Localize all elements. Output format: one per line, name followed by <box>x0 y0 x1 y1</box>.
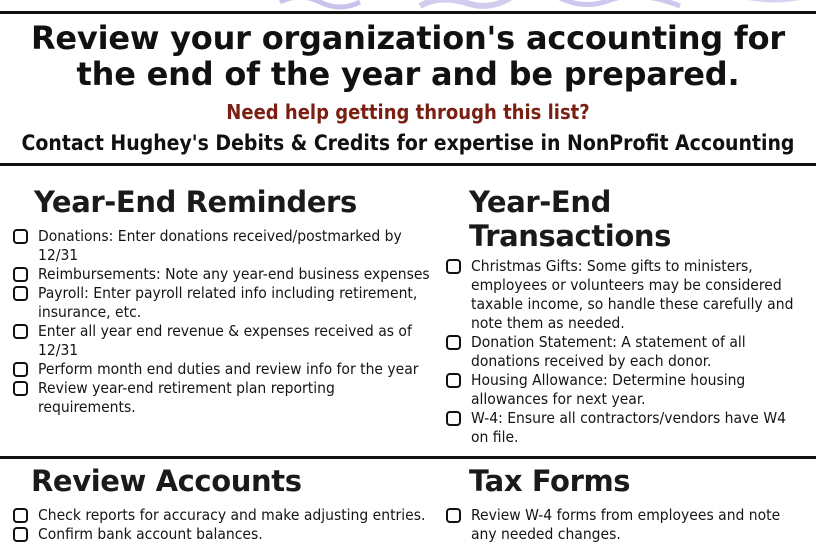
checkbox[interactable] <box>446 508 461 523</box>
checklist <box>12 506 430 544</box>
checkbox[interactable] <box>13 381 28 396</box>
tax-forms-section <box>445 464 805 544</box>
section-title: Year-End Transactions <box>469 185 671 253</box>
checklist-item <box>12 360 430 379</box>
checklist-item-text: Christmas Gifts: Some gifts to ministers, employees or volunteers may be considered taxable income, so handle these carefully and note them as needed. <box>471 257 794 332</box>
checklist-item <box>12 322 430 360</box>
checkbox[interactable] <box>446 373 461 388</box>
checklist-item-text: W-4: Ensure all contractors/vendors have W4 on file. <box>471 409 786 446</box>
checklist-item <box>445 333 805 371</box>
checkbox[interactable] <box>13 527 28 542</box>
checklist-item <box>445 409 805 447</box>
year-end-reminders-section <box>12 185 430 417</box>
checklist-item <box>12 506 430 525</box>
checklist-item-text: Housing Allowance: Determine housing allowances for next year. <box>471 371 746 408</box>
checklist-item-text: Review year-end retirement plan reporting requirements. <box>38 379 335 416</box>
page-title: Review your organization's accounting for the end of the year and be prepared. <box>30 19 786 93</box>
top-divider <box>0 11 816 14</box>
checkbox[interactable] <box>13 324 28 339</box>
checkbox[interactable] <box>13 362 28 377</box>
checklist-item-text: Review W-4 forms from employees and note any needed changes. <box>471 506 781 543</box>
checklist-item-text: Donation Statement: A statement of all donations received by each donor. <box>471 333 746 370</box>
header <box>0 20 816 156</box>
checkbox[interactable] <box>13 286 28 301</box>
checklist-item <box>12 525 430 544</box>
swirl-stroke-2 <box>420 0 510 6</box>
checklist-item-text: Perform month end duties and review info for the year <box>38 360 419 378</box>
checklist-item <box>12 284 430 322</box>
checklist-item <box>12 227 430 265</box>
checklist-item-text: Payroll: Enter payroll related info including retirement, insurance, etc. <box>38 284 418 321</box>
checkbox[interactable] <box>13 508 28 523</box>
checklist <box>445 506 805 544</box>
section-title: Review Accounts <box>31 464 302 498</box>
header-divider <box>0 163 816 166</box>
checkbox[interactable] <box>446 335 461 350</box>
section-title: Year-End Reminders <box>34 185 357 219</box>
year-end-transactions-section <box>445 185 805 447</box>
checkbox[interactable] <box>446 411 461 426</box>
swirl-stroke-4 <box>740 0 800 1</box>
checklist-item-text: Enter all year end revenue & expenses received as of 12/31 <box>38 322 412 359</box>
checklist-item-text: Check reports for accuracy and make adjusting entries. <box>38 506 426 524</box>
checkbox[interactable] <box>446 259 461 274</box>
section-title: Tax Forms <box>469 464 631 498</box>
checklist-item <box>445 506 805 544</box>
swirl-stroke-1 <box>280 0 360 7</box>
checkbox[interactable] <box>13 267 28 282</box>
checklist-item <box>445 371 805 409</box>
checkbox[interactable] <box>13 229 28 244</box>
checklist <box>12 227 430 417</box>
help-prompt: Need help getting through this list? <box>226 100 590 124</box>
checklist-item-text: Donations: Enter donations received/postmarked by 12/31 <box>38 227 402 264</box>
checklist-item <box>12 379 430 417</box>
swirl-stroke-3 <box>560 0 680 6</box>
checklist <box>445 257 805 447</box>
checklist-item <box>12 265 430 284</box>
checklist-item-text: Reimbursements: Note any year-end business expenses <box>38 265 430 283</box>
checklist-item <box>445 257 805 333</box>
middle-divider <box>0 456 816 459</box>
contact-line: Contact Hughey's Debits & Credits for expertise in NonProfit Accounting <box>21 131 795 155</box>
checklist-item-text: Confirm bank account balances. <box>38 525 263 543</box>
review-accounts-section <box>12 464 430 544</box>
